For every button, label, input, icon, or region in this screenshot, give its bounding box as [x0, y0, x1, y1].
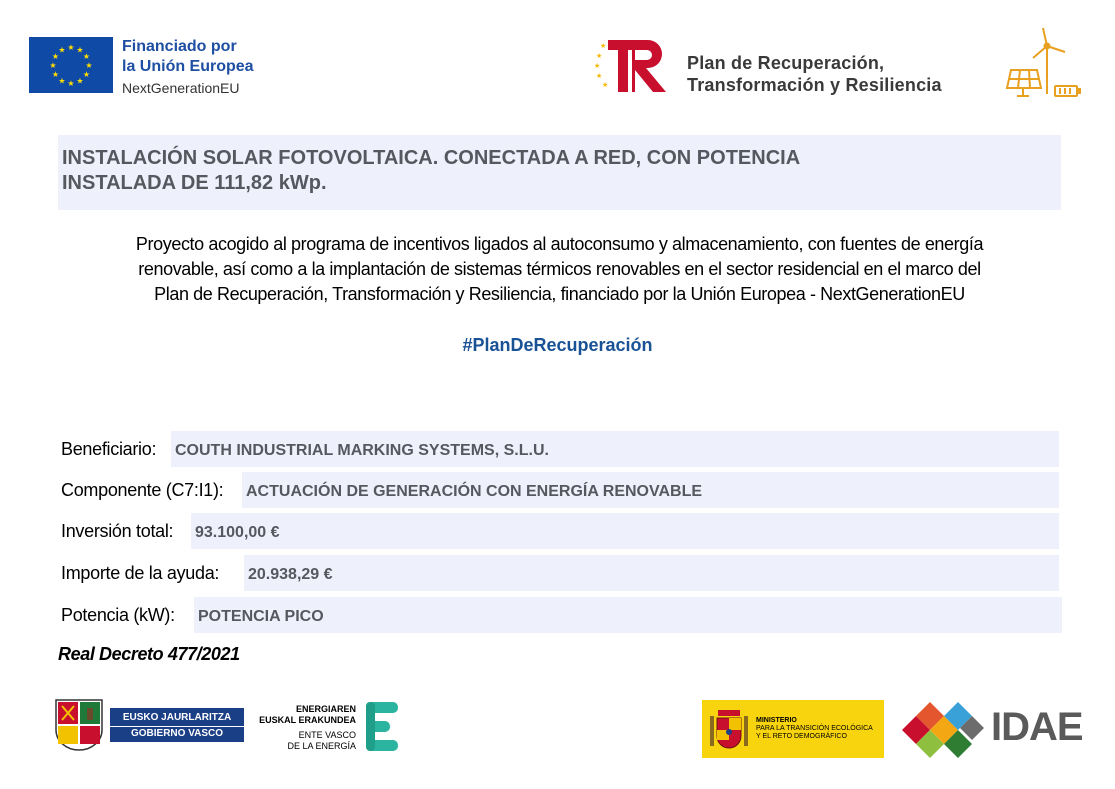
eusko-jaurlaritza-label: EUSKO JAURLARITZA: [110, 711, 244, 727]
eu-flag-icon: [29, 37, 113, 93]
component-value-box: [242, 472, 1059, 508]
spain-coat-of-arms-icon: [708, 706, 750, 754]
beneficiary-value-box: [171, 431, 1059, 467]
eu-funding-logo: [29, 37, 279, 97]
svg-text:★: ★: [76, 76, 84, 86]
eu-nextgen-label: NextGenerationEU: [122, 80, 240, 96]
svg-text:★: ★: [67, 79, 75, 88]
svg-text:★: ★: [51, 52, 60, 61]
component-value: ACTUACIÓN DE GENERACIÓN CON ENERGÍA RENOVABLE: [246, 483, 703, 500]
svg-text:★: ★: [600, 42, 607, 50]
idae-logo: [900, 700, 1083, 760]
power-value: POTENCIA PICO: [198, 608, 324, 625]
svg-text:★: ★: [51, 70, 60, 79]
power-label: Potencia (kW):: [61, 605, 175, 625]
gobierno-vasco-logo: [54, 698, 244, 752]
aid-amount-value-box: [244, 555, 1059, 591]
svg-text:★: ★: [594, 62, 601, 70]
eu-funded-line2: la Unión Europea: [122, 58, 254, 75]
svg-text:★: ★: [596, 72, 603, 80]
svg-text:★: ★: [67, 43, 75, 52]
idae-wordmark: IDAE: [991, 705, 1083, 749]
eve-line1: ENERGIAREN: [295, 704, 356, 714]
svg-text:★: ★: [82, 70, 91, 79]
eve-line3: ENTE VASCO: [298, 730, 356, 740]
svg-text:★: ★: [58, 76, 66, 86]
royal-decree: Real Decreto 477/2021: [58, 644, 240, 664]
component-label: Componente (C7:I1):: [61, 480, 224, 500]
svg-text:★: ★: [596, 52, 603, 60]
installation-title-box: [58, 135, 1061, 210]
description-line3: Plan de Recuperación, Transformación y Resiliencia, financiado por la Unión Europea - NextGenerationEU: [154, 284, 965, 304]
aid-amount-label: Importe de la ayuda:: [61, 563, 220, 583]
ministerio-line2: PARA LA TRANSICIÓN ECOLÓGICA: [756, 725, 873, 732]
description-line2: renovable, así como a la implantación de sistemas térmicos renovables en el sector residencial en el marco del: [138, 259, 981, 279]
total-investment-value-box: [191, 513, 1059, 549]
prtr-mark-icon: [594, 34, 670, 98]
basque-coat-of-arms-icon: [54, 698, 104, 752]
description-line1: Proyecto acogido al programa de incentivos ligados al autoconsumo y almacenamiento, con fuentes de energía: [135, 234, 984, 254]
ministerio-line3: Y EL RETO DEMOGRÁFICO: [756, 733, 847, 740]
project-description: [58, 232, 1061, 307]
aid-amount-value: 20.938,29 €: [248, 566, 333, 583]
svg-text:★: ★: [76, 45, 84, 55]
svg-text:★: ★: [49, 61, 57, 70]
eve-e-icon: [364, 700, 400, 754]
total-investment-value: 93.100,00 €: [195, 524, 280, 541]
eve-logo: [256, 700, 406, 756]
eve-line2: EUSKAL ERAKUNDEA: [259, 715, 356, 725]
svg-text:★: ★: [58, 45, 66, 55]
idae-mark-icon: [900, 700, 986, 760]
beneficiary-label: Beneficiario:: [61, 439, 157, 459]
hashtag: #PlanDeRecuperación: [462, 335, 653, 355]
gobierno-vasco-band: [110, 708, 244, 742]
beneficiary-value: COUTH INDUSTRIAL MARKING SYSTEMS, S.L.U.: [175, 442, 549, 459]
plan-title-line2: Transformación y Resiliencia: [687, 75, 942, 95]
svg-text:★: ★: [82, 52, 91, 61]
eu-funded-line1: Financiado por: [122, 38, 237, 55]
eve-line4: DE LA ENERGÍA: [287, 741, 356, 751]
installation-title-line1: INSTALACIÓN SOLAR FOTOVOLTAICA. CONECTADA A RED, CON POTENCIA: [62, 147, 801, 169]
svg-text:★: ★: [85, 61, 93, 70]
installation-title-line2: INSTALADA DE 111,82 kWp.: [62, 172, 327, 194]
power-value-box: [194, 597, 1062, 633]
plan-title-line1: Plan de Recuperación,: [687, 53, 885, 73]
gobierno-vasco-label: GOBIERNO VASCO: [130, 728, 224, 739]
solar-wind-battery-icon: [1003, 26, 1083, 102]
svg-text:★: ★: [602, 81, 609, 89]
total-investment-label: Inversión total:: [61, 521, 174, 541]
ministerio-line1: MINISTERIO: [756, 717, 797, 724]
ministerio-logo: [702, 700, 884, 758]
recovery-plan-logo: [594, 34, 984, 98]
